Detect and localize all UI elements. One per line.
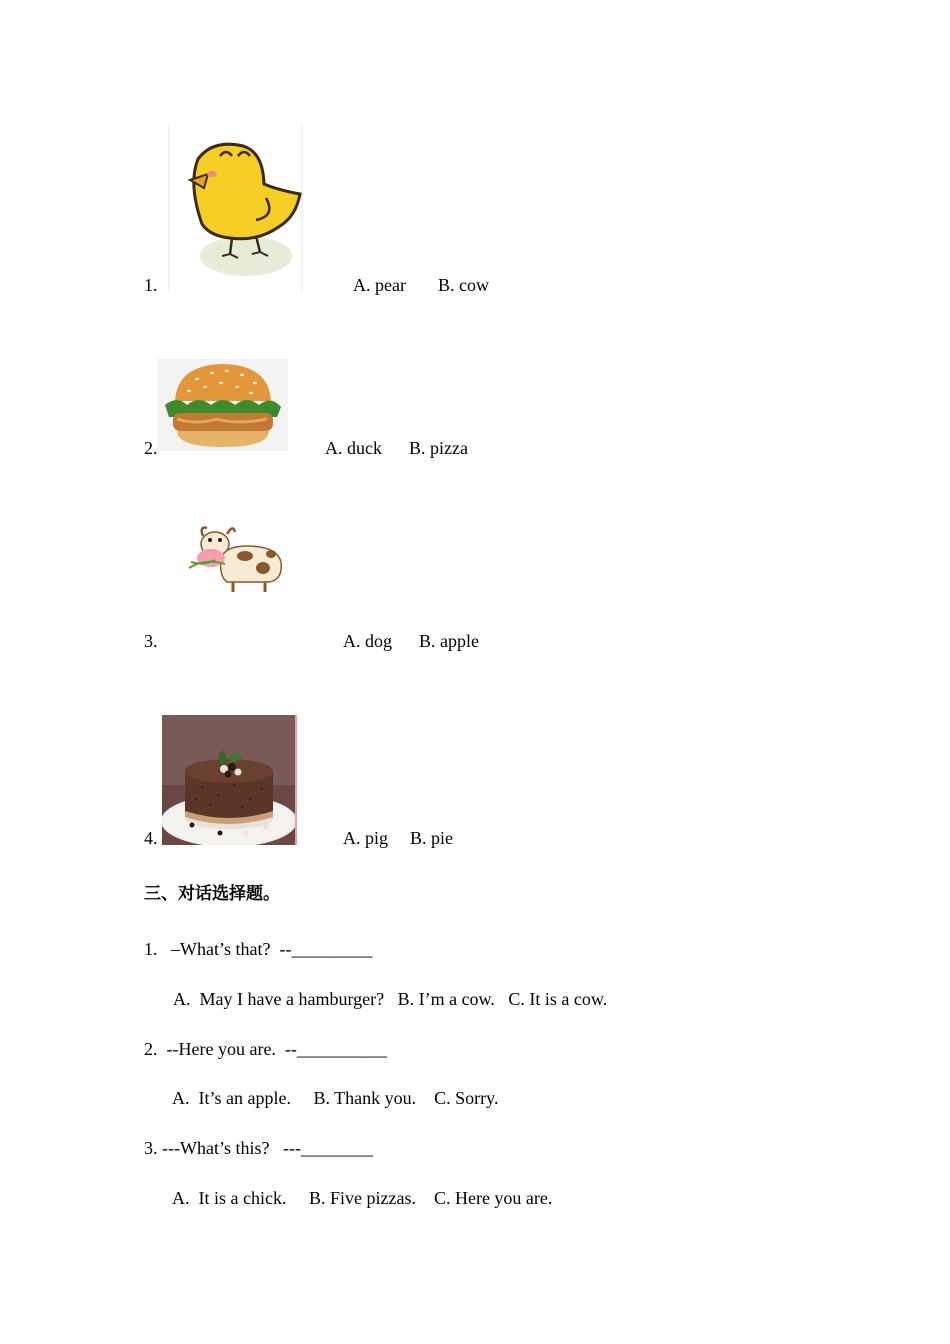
option-b: B. cow	[438, 275, 489, 295]
question-number: 3.	[144, 631, 158, 651]
dialogue-question-stem: 3. ---What’s this? ---________	[144, 1138, 373, 1158]
dialogue-question-stem: 2. --Here you are. --__________	[144, 1039, 387, 1059]
option-b: B. pie	[410, 828, 453, 848]
option-a: A. pear	[353, 275, 406, 295]
dialogue-question-options: A. It is a chick. B. Five pizzas. C. Here you are.	[172, 1188, 553, 1208]
cake-image	[162, 715, 297, 845]
option-a: A. pig	[343, 828, 388, 848]
question-number: 1.	[144, 275, 158, 295]
option-b: B. apple	[419, 631, 479, 651]
option-a: A. duck	[325, 438, 382, 458]
cow-image	[185, 522, 286, 595]
hamburger-image	[157, 359, 288, 451]
dialogue-question-options: A. May I have a hamburger? B. I’m a cow. C. It is a cow.	[173, 989, 608, 1009]
question-number: 4.	[144, 828, 158, 848]
option-b: B. pizza	[409, 438, 468, 458]
dialogue-question-stem: 1. –What’s that? --_________	[144, 939, 373, 959]
dialogue-question-options: A. It’s an apple. B. Thank you. C. Sorry.	[172, 1088, 499, 1108]
question-number: 2.	[144, 438, 158, 458]
chick-image	[168, 124, 303, 292]
option-a: A. dog	[343, 631, 392, 651]
section-title: 三、对话选择题。	[144, 884, 280, 904]
